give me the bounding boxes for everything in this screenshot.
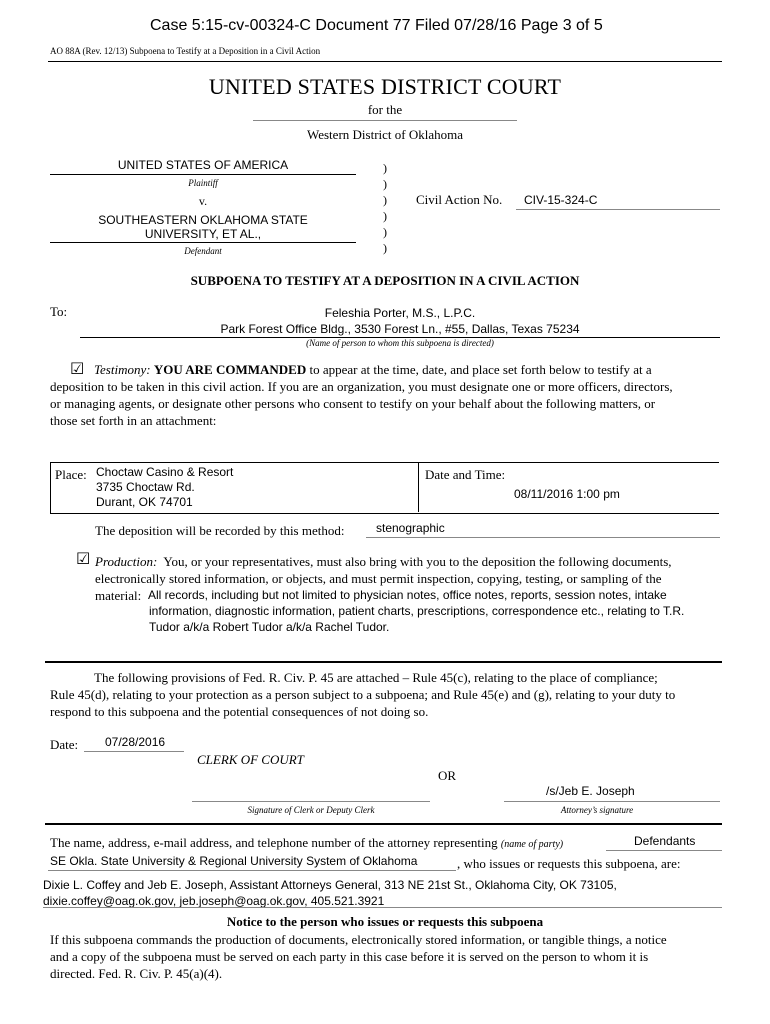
to-label: To: <box>50 304 68 319</box>
header-divider <box>48 61 722 62</box>
clerk-signature-caption: Signature of Clerk or Deputy Clerk <box>247 805 375 815</box>
testimony-text-3: or managing agents, or designate other persons who consent to testify on your behalf about the following matters, or <box>50 396 656 411</box>
testimony-text-2: deposition to be taken in this civil action. If you are an organization, you must designate one or more officers, directors, <box>50 379 673 394</box>
place-value: Choctaw Casino & Resort 3735 Choctaw Rd. Durant, OK 74701 <box>96 465 234 509</box>
clerk-signature-rule <box>192 801 430 802</box>
place-label: Place: <box>55 467 87 482</box>
civil-action-label: Civil Action No. <box>416 192 503 207</box>
production-text-1: You, or your representatives, must also bring with you to the deposition the following documents, <box>163 554 672 569</box>
date-rule <box>84 751 184 752</box>
material-label: material: <box>95 588 142 603</box>
checkmark-icon: ☑ <box>70 359 85 378</box>
subpoena-title: SUBPOENA TO TESTIFY AT A DEPOSITION IN A CIVIL ACTION <box>190 273 580 288</box>
method-label: The deposition will be recorded by this method: <box>95 523 345 538</box>
testimony-paragraph <box>50 361 730 429</box>
court-title: UNITED STATES DISTRICT COURT <box>208 74 562 99</box>
clerk-of-court-label: CLERK OF COURT <box>197 752 304 767</box>
attorney-contact: Dixie L. Coffey and Jeb E. Joseph, Assistant Attorneys General, 313 NE 21st St., Oklahoma City, OK 73105, dixie.coffey@oag.ok.gov, jeb.joseph@oag.ok.gov, 405.521.3921 <box>43 878 617 908</box>
defendant-name-line2: UNIVERSITY, ET AL., <box>144 227 262 241</box>
plaintiff-rule <box>50 174 356 175</box>
recipient-name: Feleshia Porter, M.S., L.P.C. <box>324 306 476 320</box>
provisions-paragraph: The following provisions of Fed. R. Civ. P. 45 are attached – Rule 45(c), relating to the place of compliance; Rule 45(d), relating to your protection as a person subject to a subpoena; and Rule 45(e) and (g), relating to your duty to respond to this subpoena and the potential consequences of not doing so. <box>50 670 676 719</box>
method-rule <box>366 537 720 538</box>
production-text-2: electronically stored information, or objects, and must permit inspection, copying, testing, or sampling of the <box>95 571 662 586</box>
date-time-value: 08/11/2016 1:00 pm <box>514 487 620 501</box>
for-the-label: for the <box>367 102 403 117</box>
date-label: Date: <box>50 737 79 752</box>
or-label: OR <box>438 768 457 783</box>
recipient-caption: (Name of person to whom this subpoena is directed) <box>306 338 494 348</box>
civil-action-rule <box>516 209 720 210</box>
testimony-text-4: those set forth in an attachment: <box>50 413 217 428</box>
signature-divider <box>45 823 722 825</box>
caption-parens: ) ) ) ) ) ) <box>383 161 387 255</box>
attorney-contact-rule <box>43 907 722 908</box>
notice-paragraph: If this subpoena commands the production of documents, electronically stored information, or tangible things, a notice and a copy of the subpoena must be served on each party in this case before it is served on the person to whom it is directed. Fed. R. Civ. P. 45(a)(4). <box>50 932 667 981</box>
attorney-text-2: , who issues or requests this subpoena, are: <box>457 856 681 871</box>
for-the-rule <box>253 120 517 121</box>
district-name: Western District of Oklahoma <box>307 127 463 142</box>
party-rule <box>606 850 722 851</box>
party-full-rule <box>48 870 456 871</box>
plaintiff-label: Plaintiff <box>188 178 218 188</box>
attorney-text-1: The name, address, e-mail address, and telephone number of the attorney representing (name of party) <box>50 835 564 850</box>
defendant-rule <box>50 242 356 243</box>
testimony-commanded: YOU ARE COMMANDED <box>153 362 307 377</box>
place-box-divider <box>418 462 419 512</box>
attorney-signature-rule <box>504 801 720 802</box>
date-time-label: Date and Time: <box>425 467 506 482</box>
attorney-signature-caption: Attorney’s signature <box>560 805 634 815</box>
checkmark-icon: ☑ <box>76 549 91 568</box>
material-value: All records, including but not limited to physician notes, office notes, reports, session notes, intake information, diagnostic information, patient charts, prescriptions, correspondence etc., relating to T.R. Tudor a/k/a Robert Tudor a/k/a Rachel Tudor. <box>148 588 685 634</box>
section-divider <box>45 661 722 663</box>
versus-label: v. <box>198 194 208 208</box>
party-full-name: SE Okla. State University & Regional University System of Oklahoma <box>50 854 418 868</box>
recipient-address: Park Forest Office Bldg., 3530 Forest Ln., #55, Dallas, Texas 75234 <box>220 322 580 336</box>
defendant-label: Defendant <box>184 246 222 256</box>
defendant-name-line1: SOUTHEASTERN OKLAHOMA STATE <box>98 213 308 227</box>
attorney-signature: /s/Jeb E. Joseph <box>546 784 635 798</box>
notice-title: Notice to the person who issues or requests this subpoena <box>226 914 544 929</box>
plaintiff-name: UNITED STATES OF AMERICA <box>117 158 289 172</box>
party-label: (name of party) <box>500 839 564 850</box>
production-paragraph <box>95 553 725 587</box>
testimony-text-1: to appear at the time, date, and place set forth below to testify at a <box>306 362 652 377</box>
party-value: Defendants <box>634 834 696 848</box>
testimony-label: Testimony: <box>94 362 151 377</box>
form-id: AO 88A (Rev. 12/13) Subpoena to Testify at a Deposition in a Civil Action <box>50 46 321 56</box>
civil-action-number: CIV-15-324-C <box>524 193 598 207</box>
method-value: stenographic <box>376 521 445 535</box>
case-header: Case 5:15-cv-00324-C Document 77 Filed 07/28/16 Page 3 of 5 <box>150 17 603 34</box>
date-value: 07/28/2016 <box>105 735 166 749</box>
production-checkbox[interactable] <box>76 549 90 569</box>
production-label: Production: <box>95 554 158 569</box>
